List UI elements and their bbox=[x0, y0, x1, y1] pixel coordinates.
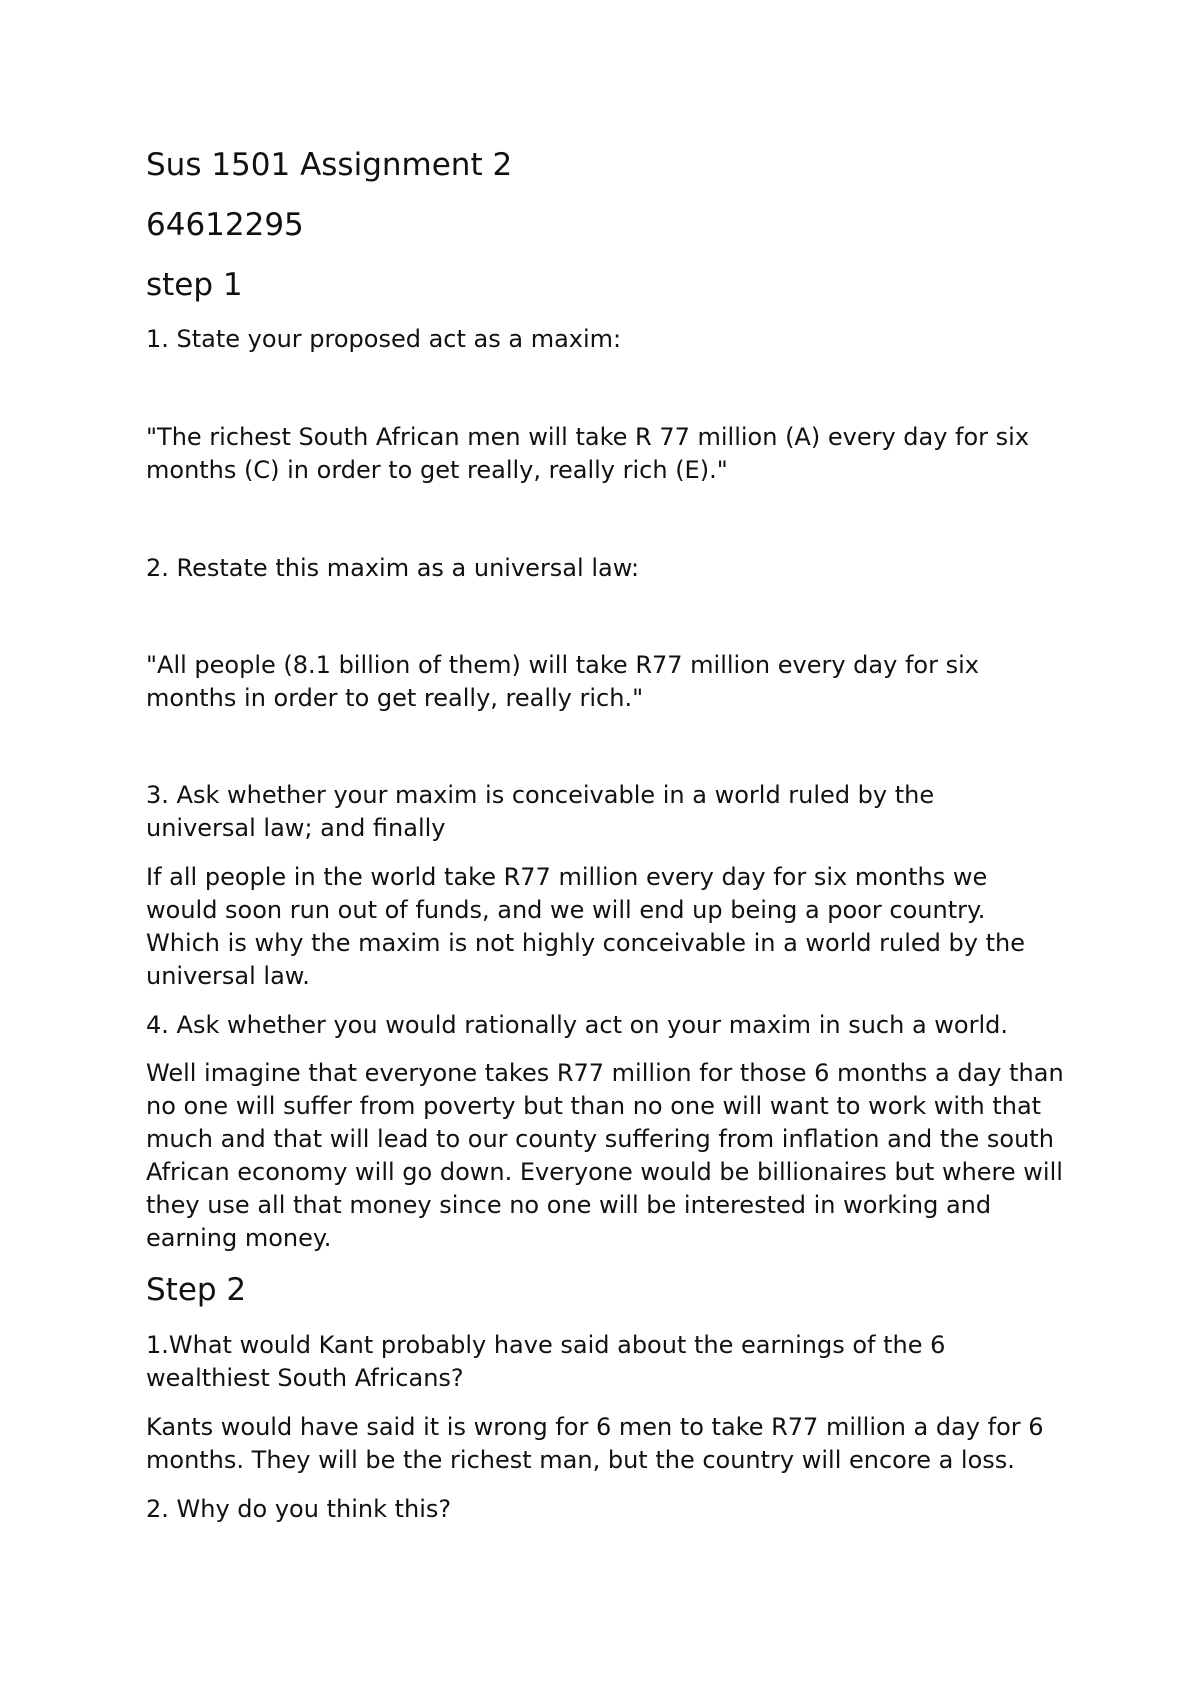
step-2-heading: Step 2 bbox=[146, 1272, 247, 1308]
step-1-question-4: 4. Ask whether you would rationally act on your maxim in such a world. bbox=[146, 1011, 1008, 1039]
step-2-question-1: 1.What would Kant probably have said about the earnings of the 6 wealthiest South Africans? bbox=[146, 1331, 946, 1392]
step-1-question-2: 2. Restate this maxim as a universal law: bbox=[146, 554, 640, 582]
step-1-answer-4: Well imagine that everyone takes R77 million for those 6 months a day than no one will suffer from poverty but than no one will want to work with that much and that will lead to our county suffering from inflation and the south African economy will go down. Everyone would be billionaires but where will they use all that money since no one will be interested in working and earning money. bbox=[146, 1059, 1064, 1252]
maxim-paragraph: "The richest South African men will take R 77 million (A) every day for six months (C) in order to get really, really rich (E)." bbox=[146, 423, 1030, 484]
document-title: Sus 1501 Assignment 2 bbox=[146, 147, 513, 183]
step-2-answer-1: Kants would have said it is wrong for 6 men to take R77 million a day for 6 months. They will be the richest man, but the country will encore a loss. bbox=[146, 1413, 1044, 1474]
step-1-heading: step 1 bbox=[146, 267, 243, 303]
step-1-answer-3: If all people in the world take R77 million every day for six months we would soon run out of funds, and we will end up being a poor country. Which is why the maxim is not highly conceivable in a world ruled by the universal law. bbox=[146, 863, 1025, 990]
step-2-question-2: 2. Why do you think this? bbox=[146, 1495, 452, 1523]
universal-law-paragraph: "All people (8.1 billion of them) will take R77 million every day for six months in order to get really, really rich." bbox=[146, 651, 979, 712]
step-1-question-3: 3. Ask whether your maxim is conceivable in a world ruled by the universal law; and finally bbox=[146, 781, 935, 842]
student-number: 64612295 bbox=[146, 207, 304, 243]
step-1-question-1: 1. State your proposed act as a maxim: bbox=[146, 325, 622, 353]
